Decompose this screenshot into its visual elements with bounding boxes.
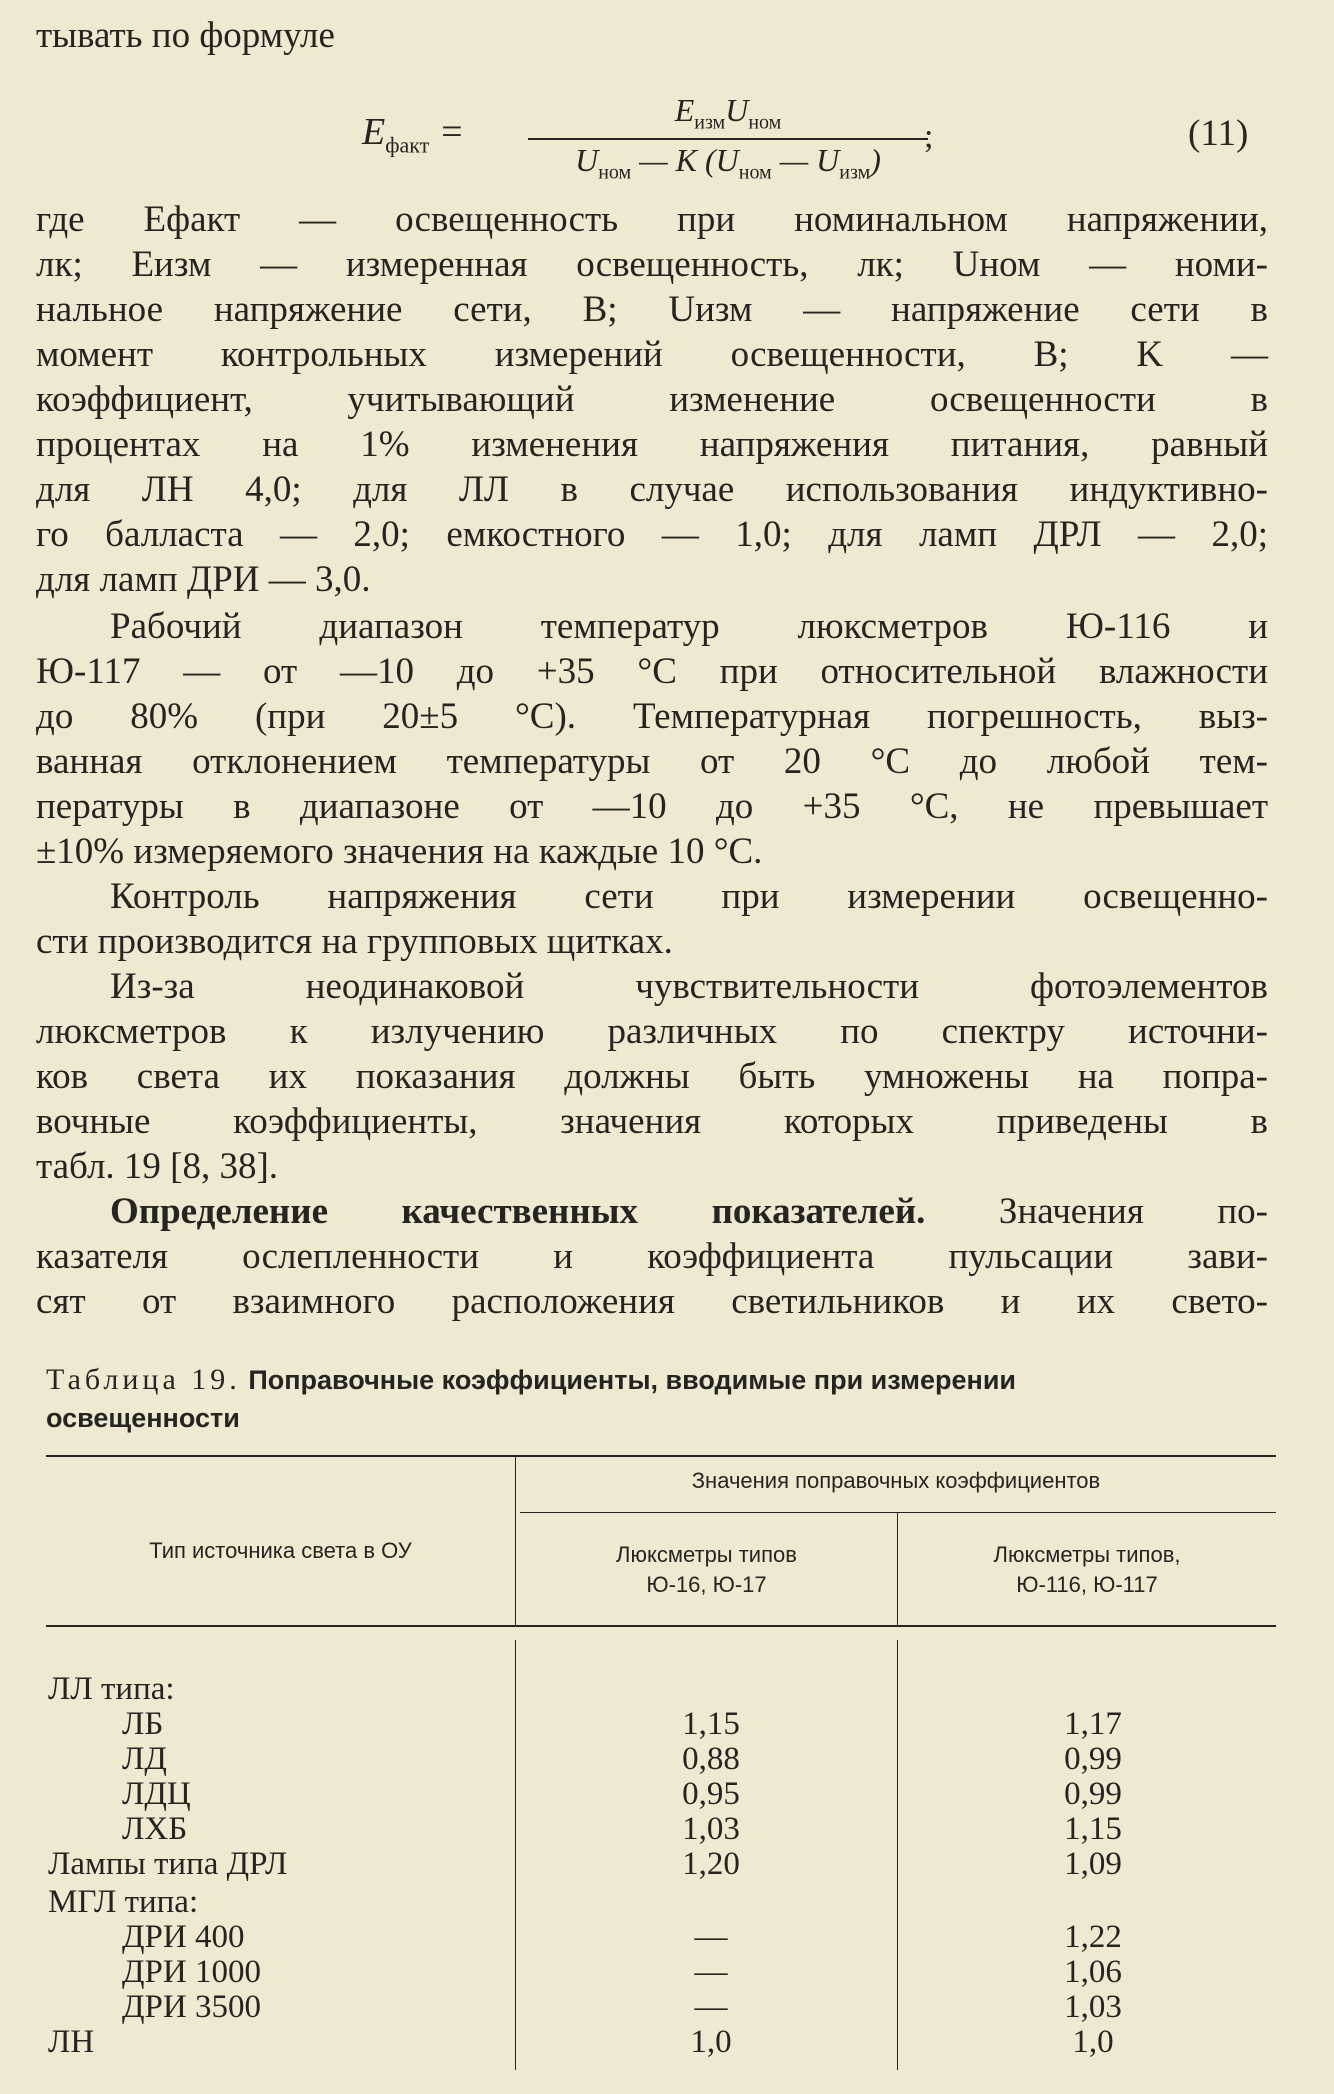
table-cell-value-a: 1,03 [682, 1811, 740, 1847]
text-line: для ЛН 4,0; для ЛЛ в случае использования индуктивно- [36, 469, 1268, 510]
text-line: процентах на 1% изменения напряжения питания, равный [36, 424, 1268, 465]
text-line: сят от взаимного расположения светильников и их свето- [36, 1281, 1268, 1322]
col-header-a: Люксметры типов Ю-16, Ю-17 [616, 1542, 797, 1597]
table-cell-value-a: — [694, 1919, 728, 1955]
table-top-rule [46, 1455, 1276, 1457]
table-body-vline-1 [515, 1640, 516, 2070]
table-cell-value-a: 1,0 [690, 2024, 732, 2060]
table-row-label: ДРИ 400 [122, 1919, 245, 1955]
text-line: коэффициент, учитывающий изменение освещенности в [36, 379, 1268, 420]
table-row-label: ЛБ [122, 1706, 164, 1742]
table-row-label: ДРИ 1000 [122, 1954, 261, 1990]
table-cell-value-b: 1,17 [1064, 1706, 1122, 1742]
table-row-label: ЛХБ [122, 1811, 188, 1847]
table-caption [46, 1362, 1278, 1398]
text-line: казателя ослепленности и коэффициента пульсации зави- [36, 1236, 1268, 1277]
table-row-label: ЛДЦ [122, 1776, 191, 1812]
text-line: Рабочий диапазон температур люксметров Ю-116 и [110, 606, 1268, 647]
text-line: сти производится на групповых щитках. [36, 921, 673, 962]
text-line: ков света их показания должны быть умножены на попра- [36, 1056, 1268, 1097]
table-row-label: ЛН [48, 2024, 95, 2060]
text-line: пературы в диапазоне от —10 до +35 °С, не превышает [36, 786, 1268, 827]
table-group-rule [520, 1512, 1276, 1513]
formula-11 [0, 92, 1334, 182]
table-cell-value-a: 0,95 [682, 1776, 740, 1812]
table-cell-value-b: 1,09 [1064, 1846, 1122, 1882]
table-row-label: ДРИ 3500 [122, 1989, 261, 2025]
table-row-label: ЛД [122, 1741, 167, 1777]
formula-numerator: $E_{изм}U_{ном}$ [528, 92, 928, 140]
table-cell-value-a: 1,15 [682, 1706, 740, 1742]
text-line: го балласта — 2,0; емкостного — 1,0; для ламп ДРЛ — 2,0; [36, 514, 1268, 555]
text-line: где Eфакт — освещенность при номинальном напряжении, [36, 199, 1268, 240]
text-line: для ламп ДРИ — 3,0. [36, 559, 371, 600]
table-caption-label: Таблица 19. [46, 1363, 241, 1396]
text-line: Ю-117 — от —10 до +35 °С при относительной влажности [36, 651, 1268, 692]
text-line: Из-за неодинаковой чувствительности фотоэлементов [110, 966, 1268, 1007]
formula-denominator: $U_{ном}$ — K ($U_{ном}$ — $U_{изм}$) [575, 142, 881, 184]
formula-fraction [528, 92, 928, 185]
table-row-label: МГЛ типа: [48, 1884, 199, 1920]
table-cell-value-b: 1,03 [1064, 1989, 1122, 2025]
col-header-source: Тип источника света в ОУ [149, 1538, 412, 1563]
col-header-b: Люксметры типов, Ю-116, Ю-117 [993, 1542, 1181, 1597]
table-cell-value-a: 1,20 [682, 1846, 740, 1882]
table-row-label: ЛЛ типа: [48, 1671, 175, 1707]
table-cell-value-b: 1,0 [1072, 2024, 1114, 2060]
text-line: Определение качественных показателей. Значения по- [110, 1191, 1268, 1232]
intro-line: тывать по формуле [36, 15, 335, 56]
text-line: ванная отклонением температуры от 20 °С до любой тем- [36, 741, 1268, 782]
table-body-vline-2 [897, 1640, 898, 2070]
table-header-rule [46, 1625, 1276, 1627]
text-line: вочные коэффициенты, значения которых приведены в [36, 1101, 1268, 1142]
text-line: табл. 19 [8, 38]. [36, 1146, 279, 1187]
text-line: ±10% измеряемого значения на каждые 10 °С. [36, 831, 763, 872]
col-header-group: Значения поправочных коэффициентов [691, 1468, 1101, 1493]
formula-semicolon: ; [924, 118, 934, 155]
text-line: нальное напряжение сети, В; Uизм — напряжение сети в [36, 289, 1268, 330]
text-line: Контроль напряжения сети при измерении освещенно- [110, 876, 1268, 917]
table-cell-value-b: 0,99 [1064, 1741, 1122, 1777]
table-cell-value-a: — [694, 1954, 728, 1990]
equation-number: (11) [1188, 113, 1249, 154]
table-row-label: Лампы типа ДРЛ [48, 1846, 288, 1882]
text-line: до 80% (при 20±5 °С). Температурная погрешность, выз- [36, 696, 1268, 737]
table-caption-cont: освещенности [46, 1403, 240, 1433]
table-cell-value-b: 1,22 [1064, 1919, 1122, 1955]
text-line: момент контрольных измерений освещенности, В; K — [36, 334, 1268, 375]
section-heading: Определение качественных показателей. [110, 1191, 926, 1232]
text-line: лк; Eизм — измеренная освещенность, лк; Uном — номи- [36, 244, 1268, 285]
text-line: люксметров к излучению различных по спектру источни- [36, 1011, 1268, 1052]
table-cell-value-a: 0,88 [682, 1741, 740, 1777]
table-cell-value-b: 1,15 [1064, 1811, 1122, 1847]
table-cell-value-b: 1,06 [1064, 1954, 1122, 1990]
table-cell-value-a: — [694, 1989, 728, 2025]
table-caption-title: Поправочные коэффициенты, вводимые при измерении [248, 1365, 1017, 1395]
table-cell-value-b: 0,99 [1064, 1776, 1122, 1812]
formula-lhs: $E_{факт}$ = [362, 111, 465, 158]
